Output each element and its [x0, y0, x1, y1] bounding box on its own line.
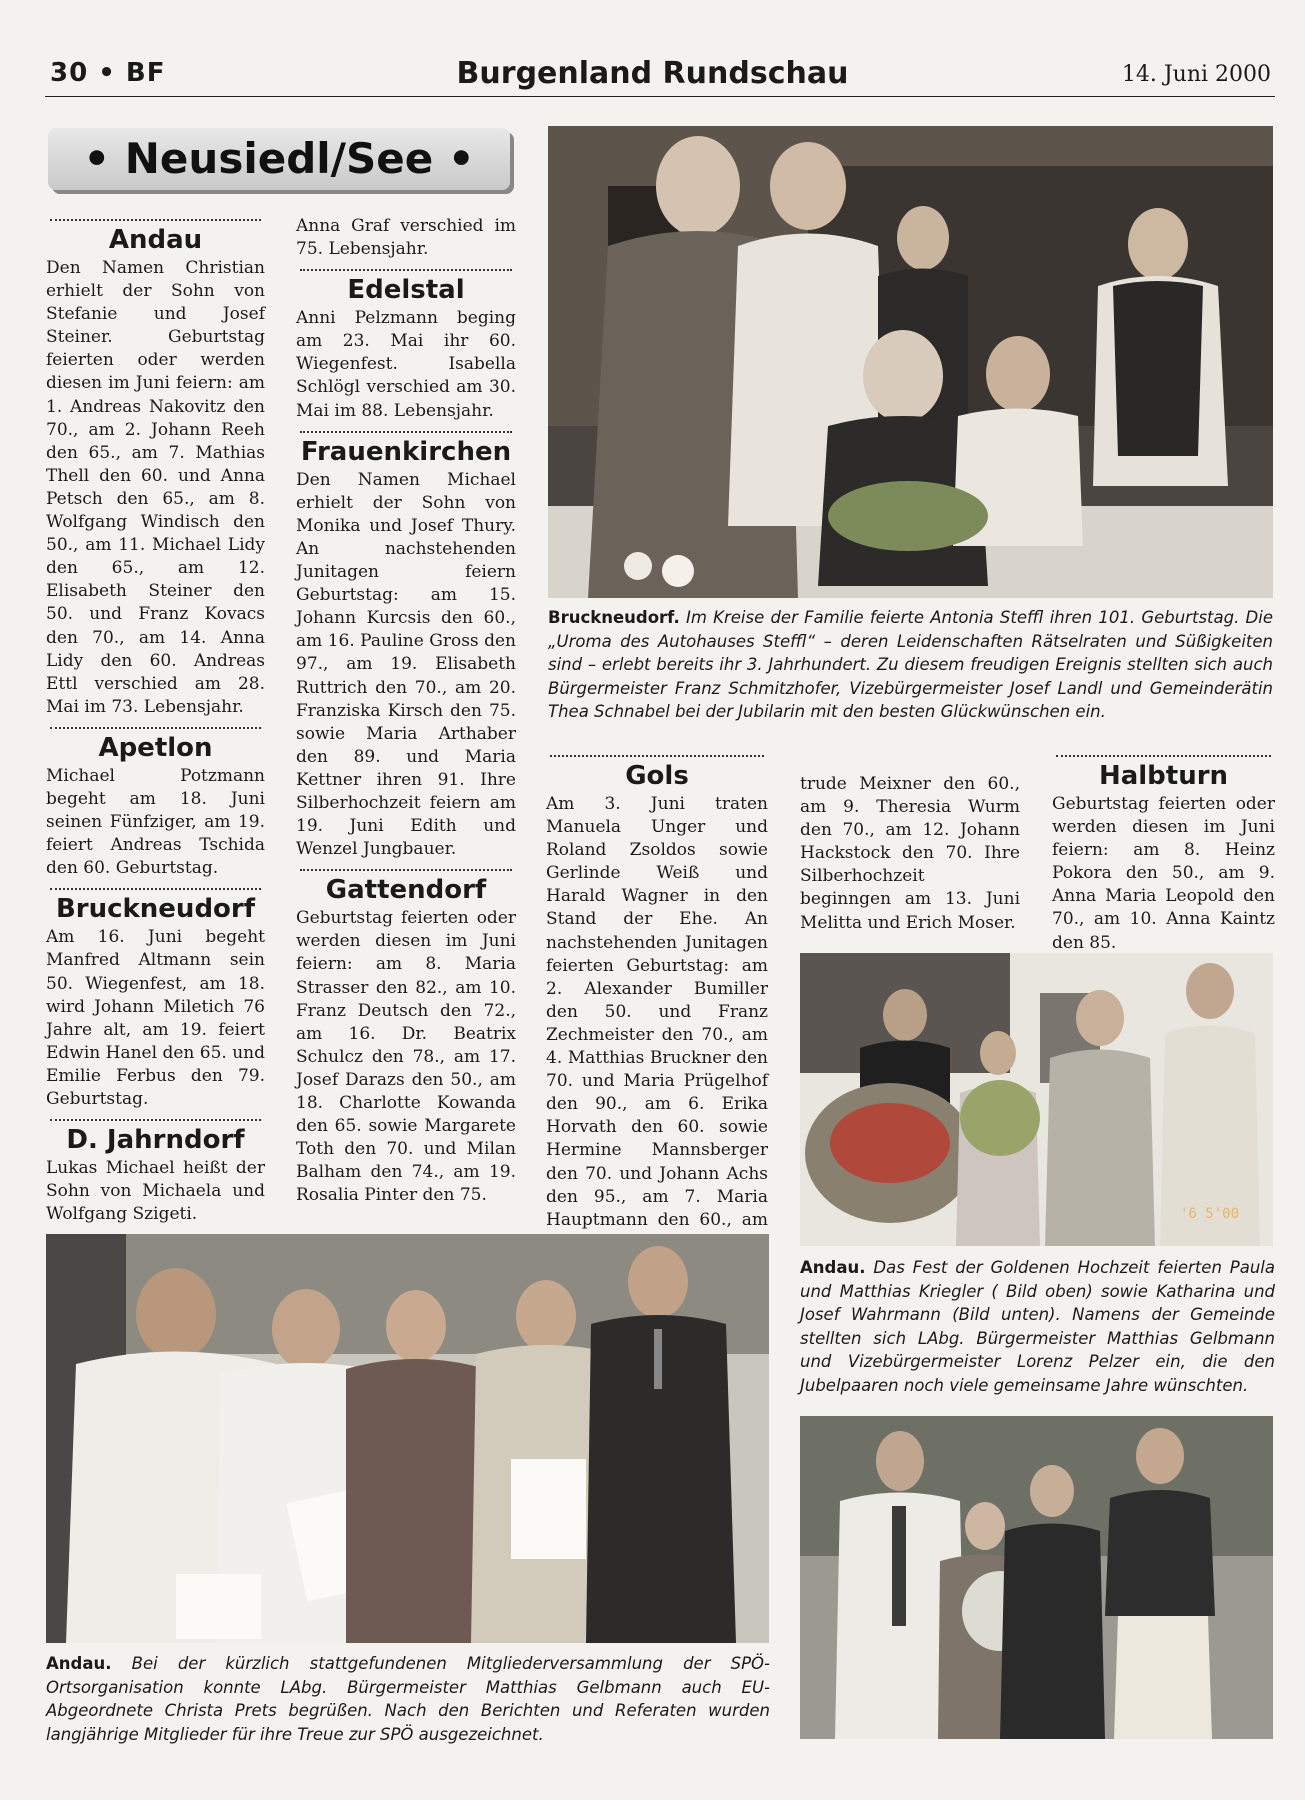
- divider: [300, 869, 512, 871]
- column-2: [296, 215, 516, 1207]
- divider: [50, 888, 261, 890]
- caption-place: Andau.: [800, 1258, 866, 1277]
- header-rule: [45, 96, 1275, 97]
- issue-date: 14. Juni 2000: [1121, 62, 1271, 87]
- article-title-gattendorf: Gattendorf: [325, 875, 487, 906]
- article-text-continued: Anna Graf verschied im 75. Lebensjahr.: [296, 216, 516, 260]
- divider: [300, 431, 512, 433]
- article-title-apetlon: Apetlon: [98, 732, 213, 763]
- caption-bruckneudorf: [548, 606, 1273, 724]
- column-5: [1052, 755, 1275, 955]
- article-title-gols: Gols: [625, 761, 689, 791]
- page-number: 30 • BF: [50, 58, 166, 88]
- divider: [50, 727, 261, 729]
- caption-place: Bruckneudorf.: [548, 608, 680, 627]
- article-text-frauenkirchen: Den Namen Michael erhielt der Sohn von Monika und Josef Thury. An nachstehenden Junitagen feiern Geburtstag: am 15. Johann Kurcsis den 60., am 16. Pauline Gross den 97., am 19. Elisabeth Ruttrich den 70., am 20. Franziska Kirsch den 75. sowie Maria Arthaber den 89. und Maria Kettner ihren 91. Ihre Silberhochzeit feiern am 19. Juni Edith und Wenzel Jungbauer.: [296, 469, 516, 860]
- article-text-edelstal: Anni Pelzmann beging am 23. Mai ihr 60. Wiegenfest. Isabella Schlögl verschied am 30. Mai im 88. Lebensjahr.: [296, 308, 516, 421]
- column-1: [46, 219, 265, 1226]
- article-title-jahrndorf: D. Jahrndorf: [66, 1125, 245, 1156]
- region-banner: • Neusiedl/See •: [48, 128, 510, 190]
- divider: [50, 219, 261, 221]
- article-text-gols: Am 3. Juni traten Manuela Unger und Roland Zsoldos sowie Gerlinde Weiß und Harald Wagner in den Stand der Ehe. An nachstehenden Junitagen feierten Geburtstag: am 2. Alexander Bumiller den 50. und Franz Zechmeister den 70., am 4. Matthias Bruckner den 70. und Maria Prügelhof den 90., am 6. Erika Horvath den 60. sowie Hermine Mannsberger den 70. und Johann Achs den 95., am 7. Maria Hauptmann den 60., am: [546, 794, 768, 1230]
- article-text-bruckneudorf: Am 16. Juni begeht Manfred Altmann sein 50. Wiegenfest, am 18. wird Johann Miletich 76 Jahre alt, am 19. feiert Edwin Hanel den 65. und Emilie Ferbus den 79. Geburtstag.: [46, 927, 265, 1109]
- newspaper-title: Burgenland Rundschau: [456, 56, 849, 91]
- divider: [550, 755, 764, 757]
- divider: [300, 269, 512, 271]
- article-text-apetlon: Michael Potzmann begeht am 18. Juni seinen Fünfziger, am 19. feiert Andreas Tschida den 60. Geburtstag.: [46, 765, 265, 879]
- column-4: [800, 773, 1020, 935]
- divider: [1056, 755, 1271, 757]
- photo-date-stamp: '6 5'00: [1180, 1206, 1240, 1222]
- divider: [50, 1119, 261, 1121]
- caption-text: Bei der kürzlich stattgefundenen Mitgliederversammlung der SPÖ-Ortsorganisation konnte LAbg. Bürgermeister Matthias Gelbmann auch EU-Abgeordnete Christa Prets begrüßen. Nach den Berichten und Referaten wurden langjährige Mitglieder für ihre Treue zur SPÖ ausgezeichnet.: [46, 1654, 770, 1744]
- article-title-frauenkirchen: Frauenkirchen: [300, 436, 512, 467]
- caption-text: Das Fest der Goldenen Hochzeit feierten Paula und Matthias Kriegler ( Bild oben) sowie Katharina und Josef Wahrmann (Bild unten). Namens der Gemeinde stellten sich LAbg. Bürgermeister Matthias Gelbmann und Vizebürgermeister Lorenz Pelzer ein, die den Jubelpaaren noch viele gemeinsame Jahre wünschten.: [800, 1258, 1276, 1395]
- article-text-halbturn: Geburtstag feierten oder werden diesen im Juni feiern: am 8. Heinz Pokora den 50., am 9. Anna Maria Leopold den 70., am 10. Anna Kaintz den 85.: [1052, 794, 1275, 953]
- article-text-jahrndorf: Lukas Michael heißt der Sohn von Michaela und Wolfgang Szigeti.: [46, 1158, 265, 1225]
- caption-place: Andau.: [46, 1654, 112, 1673]
- article-title-edelstal: Edelstal: [347, 275, 465, 306]
- article-title-andau: Andau: [108, 225, 203, 255]
- photo-andau-golden-wedding-2: [800, 1416, 1273, 1739]
- photo-andau-golden-wedding-1: [800, 953, 1273, 1246]
- caption-andau-golden-wedding: [800, 1256, 1275, 1397]
- article-text-andau: Den Namen Christian erhielt der Sohn von Stefanie und Josef Steiner. Geburtstag feierten oder werden diesen im Juni feiern: am 1. Andreas Nakovitz den 70., am 2. Johann Reeh den 65., am 7. Mathias Thell den 60. und Anna Petsch den 65., am 8. Wolfgang Windisch den 50., am 11. Michael Lidy den 65., am 12. Elisabeth Steiner den 50. und Franz Kovacs den 70., am 14. Anna Lidy den 60. Andreas Ettl verschied am 28. Mai im 73. Lebensjahr.: [46, 258, 265, 717]
- article-title-halbturn: Halbturn: [1098, 761, 1229, 791]
- caption-text: Im Kreise der Familie feierte Antonia Steffl ihren 101. Geburtstag. Die „Uroma des Autohauses Steffl“ – deren Leidenschaften Rätselraten und Süßigkeiten sind – erlebt bereits ihr 3. Jahrhundert. Zu diesem freudigen Ereignis stellten sich auch Bürgermeister Franz Schmitzhofer, Vizebürgermeister Josef Landl und Gemeinderätin Thea Schnabel bei der Jubilarin mit den besten Glückwünschen ein.: [548, 608, 1273, 721]
- photo-bruckneudorf: [548, 126, 1273, 598]
- article-text-gols-continued: trude Meixner den 60., am 9. Theresia Wurm den 70., am 12. Johann Hackstock den 70. Ihre Silberhochzeit beginngen am 13. Juni Melitta und Erich Moser.: [800, 774, 1020, 933]
- column-3: [546, 755, 768, 1255]
- article-title-bruckneudorf: Bruckneudorf: [55, 894, 256, 925]
- caption-andau-spoe: [46, 1652, 770, 1746]
- article-text-gattendorf: Geburtstag feierten oder werden diesen im Juni feiern: am 8. Maria Strasser den 82., am 10. Franz Deutsch den 72., am 16. Dr. Beatrix Schulcz den 78., am 17. Josef Darazs den 50., am 18. Charlotte Kowanda den 65. sowie Margarete Toth den 70. und Milan Balham den 74., am 19. Rosalia Pinter den 75.: [296, 908, 516, 1206]
- photo-andau-spoe-meeting: [46, 1234, 769, 1643]
